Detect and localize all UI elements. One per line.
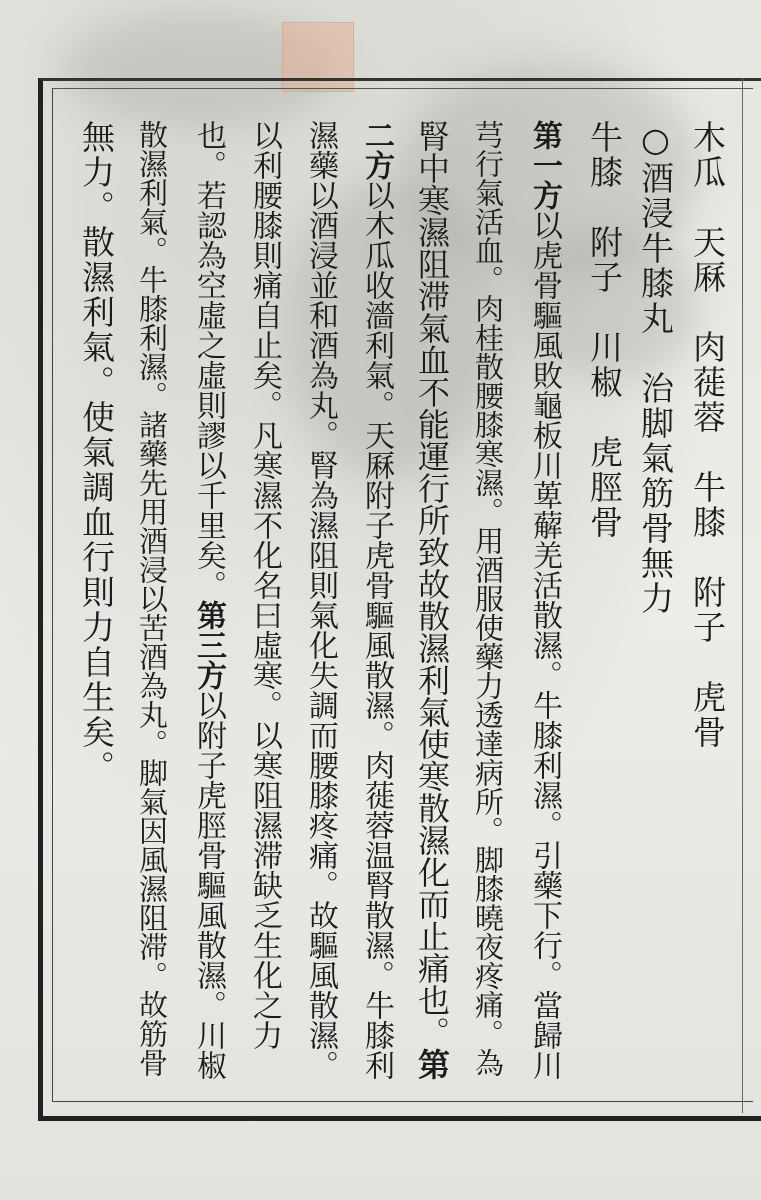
commentary-text: 以木瓜收濇利氣。天厤附子虎骨驅風散濕。肉蓰蓉温腎散濕。牛膝利 — [359, 180, 394, 1080]
section-heading: 二方 — [359, 120, 394, 180]
text-column-5 — [466, 120, 510, 1077]
commentary-text: 以利腰膝則痛自止矣。凡寒濕不化名曰虛寒。以寒阻濕滞缺乏生化之力 — [247, 120, 282, 1050]
commentary-text: 芎行氣活血。肉桂散腰膝寒濕。用酒服使藥力透達病所。脚膝曉夜疼痛。為 — [471, 120, 505, 1077]
commentary-text: 也。若認為空虛之虛則謬以千里矣。 — [191, 120, 226, 600]
section-heading: 第 — [413, 1048, 451, 1080]
section-heading: 第三方 — [191, 600, 226, 690]
text-column-7 — [354, 120, 398, 1080]
commentary-text: 散濕利氣。牛膝利濕。諸藥先用酒浸以苦酒為丸。脚氣因風濕阻滞。故筋骨 — [135, 120, 169, 1077]
text-column-1 — [685, 120, 729, 750]
recipe-title: ○酒浸牛膝丸 治脚氣筋骨無力 — [636, 120, 675, 616]
text-column-3 — [582, 120, 626, 540]
page-center-rule — [742, 78, 743, 1113]
text-column-9 — [242, 120, 286, 1050]
ingredient-list: 牛膝 附子 川椒 虎脛骨 — [585, 120, 624, 540]
text-column-11 — [130, 120, 174, 1077]
commentary-text: 無力。散濕利氣。使氣調血行則力自生矣。 — [77, 120, 116, 785]
text-column-8 — [298, 120, 342, 1080]
commentary-text: 腎中寒濕阻滞氣血不能運行所致故散濕利氣使寒散濕化而止痛也。 — [413, 120, 451, 1048]
text-column-6 — [410, 120, 454, 1080]
text-column-2 — [633, 120, 677, 616]
text-column-12 — [74, 120, 118, 785]
text-column-10 — [186, 120, 230, 1080]
text-column-4 — [522, 120, 566, 1080]
commentary-text: 以附子虎脛骨驅風散濕。川椒 — [191, 690, 226, 1080]
ingredient-list: 木瓜 天厤 肉蓰蓉 牛膝 附子 虎骨 — [688, 120, 727, 750]
commentary-text: 濕藥以酒浸並和酒為丸。腎為濕阻則氣化失調而腰膝疼痛。故驅風散濕。 — [303, 120, 338, 1080]
section-heading: 第一方 — [527, 120, 562, 210]
commentary-text: 以虎骨驅風敗龜板川萆薢羌活散濕。牛膝利濕。引藥下行。當歸川 — [527, 210, 562, 1080]
